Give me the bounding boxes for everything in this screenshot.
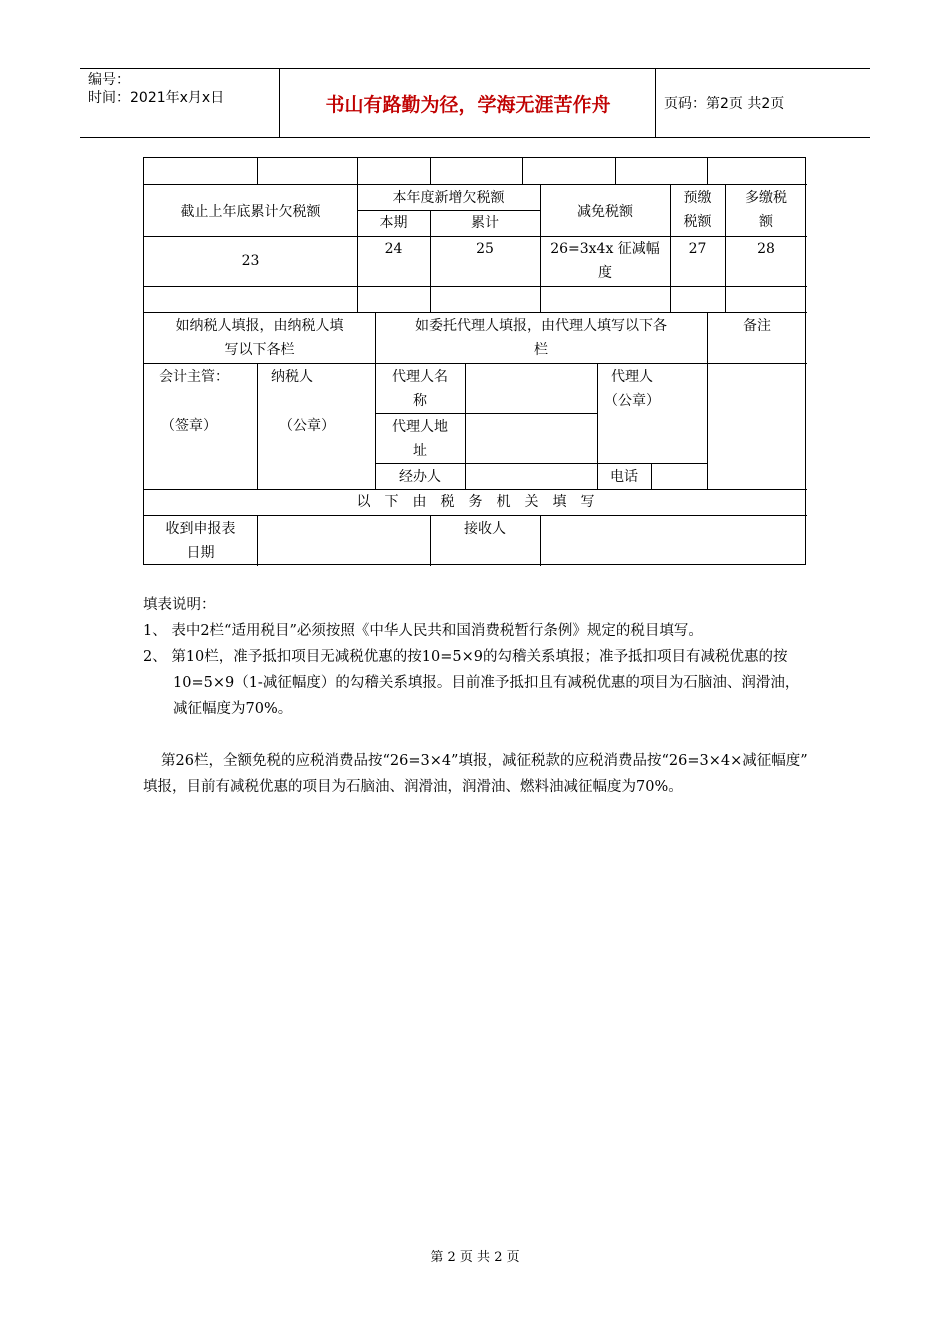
instruction-paragraph-26: 第26栏，全额免税的应税消费品按“26=3×4”填报，减征税款的应税消费品按“26=3×4×减征幅度” 填报，目前有减税优惠的项目为石脑油、润滑油，润滑油、燃料油减征幅度为70%。 bbox=[143, 753, 808, 795]
received-date-label: 收到申报表 日期 bbox=[165, 521, 236, 561]
agent-fill-instruction: 如委托代理人填报，由代理人填写以下各 栏 bbox=[415, 318, 667, 358]
header-meta bbox=[80, 69, 280, 137]
column-number-28: 28 bbox=[757, 241, 775, 257]
remarks-label: 备注 bbox=[743, 318, 771, 334]
signature-label: （签章） bbox=[161, 418, 217, 434]
header-current-period: 本期 bbox=[379, 215, 408, 231]
header-tax-relief: 减免税额 bbox=[577, 204, 633, 220]
tax-declaration-table bbox=[143, 157, 806, 565]
instructions-title: 填表说明： bbox=[143, 597, 216, 613]
header-prepaid: 预缴 税额 bbox=[683, 190, 712, 230]
phone-label: 电话 bbox=[610, 469, 638, 485]
header-motto: 书山有路勤为径，学海无涯苦作舟 bbox=[281, 69, 656, 137]
page-header bbox=[80, 68, 870, 138]
agent-label: 代理人 （公章） bbox=[604, 369, 660, 409]
instruction-item-2: 2、 第10栏，准予抵扣项目无减税优惠的按10=5×9的勾稽关系填报；准予抵扣项目有减税优惠的按10=5×9（1-减征幅度）的勾稽关系填报。目前准予抵扣且有减税优惠的项目为石脑油、润滑油，减征幅度为70%。 bbox=[143, 649, 800, 717]
page-footer: 第 2 页 共 2 页 bbox=[430, 1250, 520, 1265]
taxpayer-seal-label: （公章） bbox=[279, 418, 335, 434]
taxpayer-fill-instruction: 如纳税人填报，由纳税人填 写以下各栏 bbox=[175, 318, 344, 358]
instruction-item-1: 1、 表中2栏“适用税目”必须按照《中华人民共和国消费税暂行条例》规定的税目填写。 bbox=[143, 623, 703, 639]
tax-authority-fill-label: 以 下 由 税 务 机 关 填 写 bbox=[356, 494, 595, 510]
column-number-24: 24 bbox=[384, 241, 403, 257]
agent-name-label: 代理人名 称 bbox=[392, 369, 448, 409]
agent-address-label: 代理人地 址 bbox=[392, 419, 448, 459]
column-number-23: 23 bbox=[241, 253, 260, 269]
header-cumulative-arrears: 截止上年底累计欠税额 bbox=[180, 204, 321, 220]
column-number-27: 27 bbox=[688, 241, 707, 257]
handler-label: 经办人 bbox=[399, 469, 441, 485]
fill-instructions bbox=[143, 592, 808, 800]
header-accumulated: 累计 bbox=[471, 215, 499, 231]
column-number-26: 26=3x4x 征减幅 度 bbox=[550, 241, 660, 281]
accounting-supervisor-label: 会计主管： bbox=[159, 369, 229, 385]
header-overpaid: 多缴税 额 bbox=[745, 190, 787, 230]
receiver-label: 接收人 bbox=[464, 521, 506, 537]
header-new-arrears: 本年度新增欠税额 bbox=[392, 190, 505, 206]
document-time: 时间：2021年x月x日 bbox=[88, 90, 225, 106]
taxpayer-label: 纳税人 bbox=[271, 369, 313, 385]
header-page-info: 页码：第2页 共2页 bbox=[664, 96, 785, 112]
document-number: 编号： bbox=[88, 72, 130, 88]
column-number-25: 25 bbox=[476, 241, 494, 257]
